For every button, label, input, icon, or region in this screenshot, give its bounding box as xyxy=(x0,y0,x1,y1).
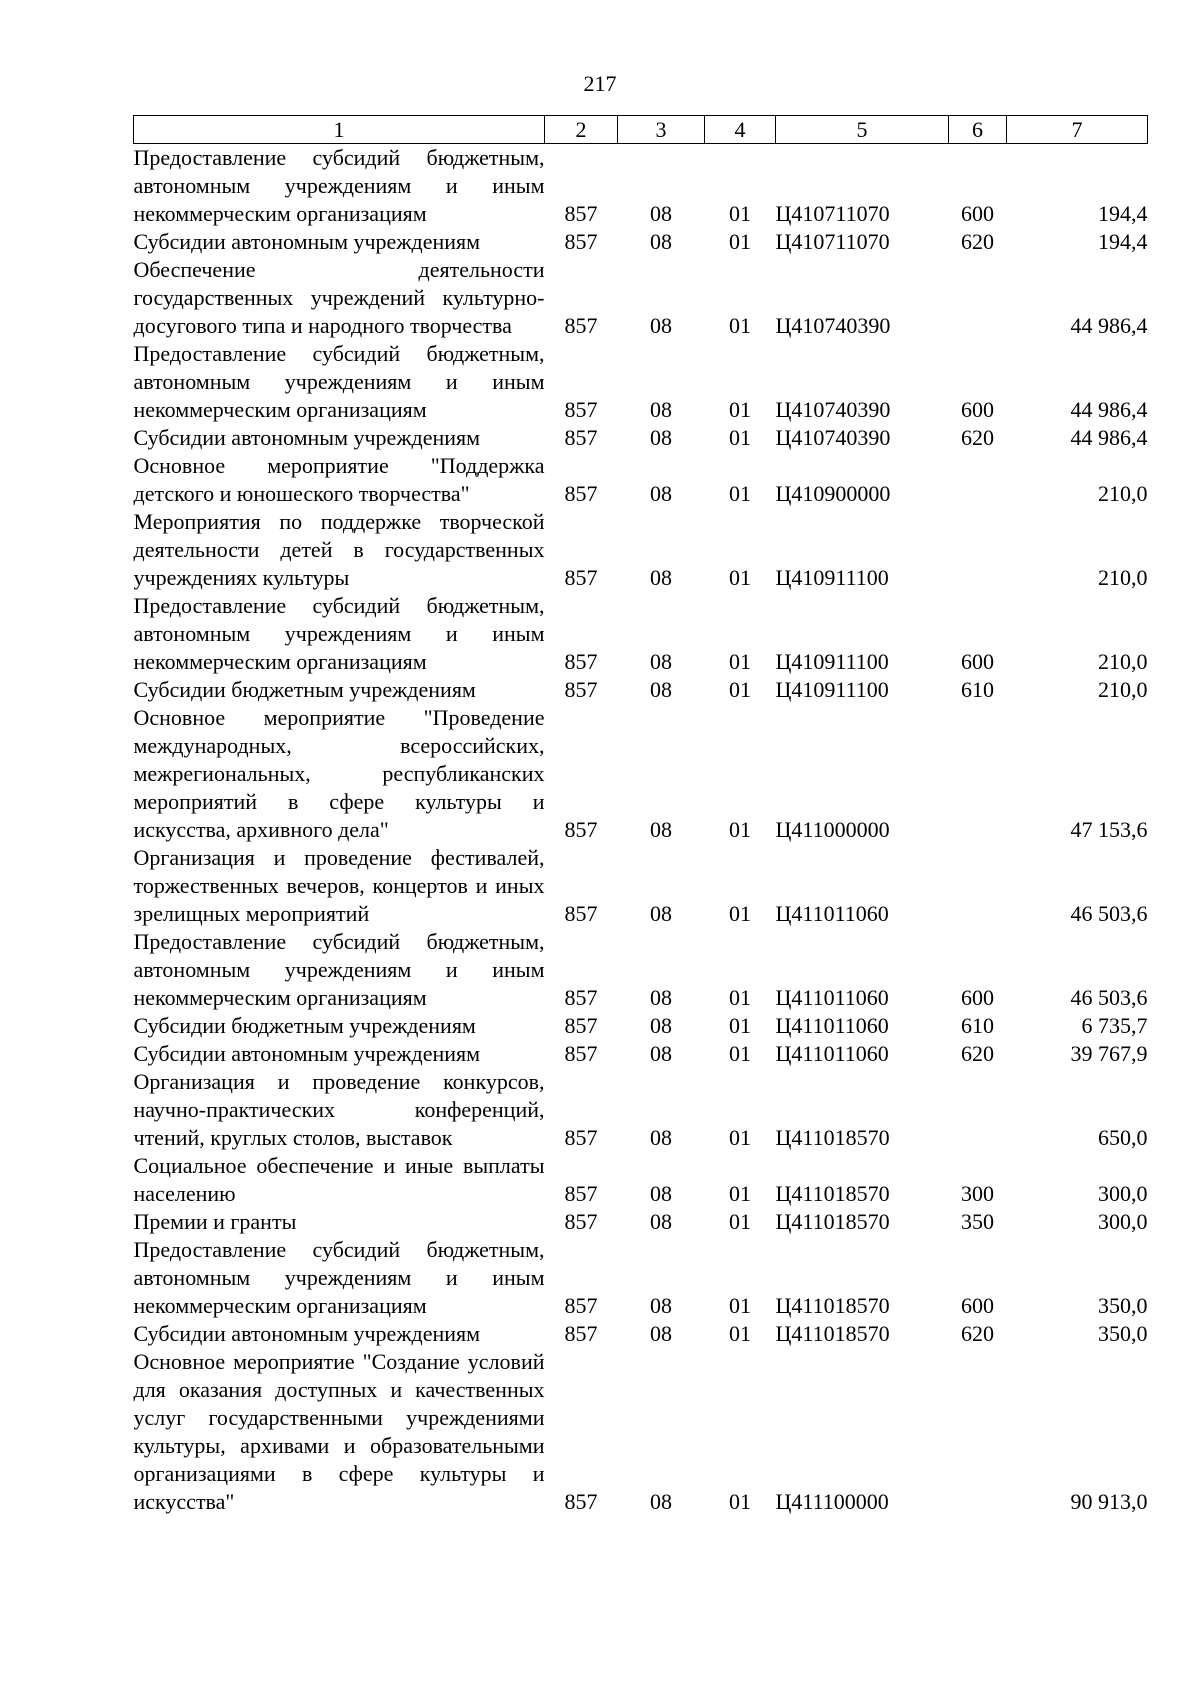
subsection-code: 01 xyxy=(729,677,751,702)
expense-type-code xyxy=(949,452,1007,508)
table-row xyxy=(134,144,1148,229)
subsection-code: 01 xyxy=(729,1209,751,1234)
subsection-code: 01 xyxy=(729,901,751,926)
item-name: Субсидии автономным учреждениям xyxy=(133,1041,481,1066)
subsection-code: 01 xyxy=(729,229,751,254)
subsection-code: 01 xyxy=(729,1013,751,1038)
expense-type-code: 620 xyxy=(961,229,994,254)
table-body xyxy=(134,144,1148,1517)
amount-value: 44 986,4 xyxy=(1070,313,1148,338)
ministry-code: 857 xyxy=(564,1041,598,1066)
item-name: Предоставление субсидий бюджетным, автономным учреждениям и иным некоммерческим организациям xyxy=(133,929,545,1010)
section-code: 08 xyxy=(650,901,672,926)
section-code: 08 xyxy=(650,1041,672,1066)
expense-type-code: 610 xyxy=(961,677,994,702)
ministry-code: 857 xyxy=(564,1209,598,1234)
expense-type-code xyxy=(949,704,1007,844)
item-name: Обеспечение деятельности государственных учреждений культурно-досугового типа и народного творчества xyxy=(133,257,545,338)
item-name: Основное мероприятие "Создание условий для оказания доступных и качественных услуг государственными учреждениями культуры, архивами и образовательными организациями в сфере культуры и искусства" xyxy=(133,1349,545,1514)
table-row xyxy=(134,424,1148,452)
target-article-code: Ц410900000 xyxy=(775,481,891,506)
table-row xyxy=(134,1348,1148,1516)
target-article-code: Ц411011060 xyxy=(775,901,889,926)
page-number: 217 xyxy=(583,71,617,96)
amount-value: 650,0 xyxy=(1098,1125,1148,1150)
section-code: 08 xyxy=(650,481,672,506)
amount-value: 300,0 xyxy=(1098,1209,1148,1234)
ministry-code: 857 xyxy=(564,397,598,422)
section-code: 08 xyxy=(650,677,672,702)
section-code: 08 xyxy=(650,1125,672,1150)
section-code: 08 xyxy=(650,397,672,422)
table-row xyxy=(134,1208,1148,1236)
target-article-code: Ц411011060 xyxy=(775,985,889,1010)
ministry-code: 857 xyxy=(564,425,598,450)
table-row xyxy=(134,676,1148,704)
table-row xyxy=(134,340,1148,424)
section-code: 08 xyxy=(650,1209,672,1234)
table-row xyxy=(134,592,1148,676)
item-name: Субсидии автономным учреждениям xyxy=(133,229,481,254)
column-header-6: 6 xyxy=(949,116,1007,144)
subsection-code: 01 xyxy=(729,985,751,1010)
amount-value: 210,0 xyxy=(1098,565,1148,590)
subsection-code: 01 xyxy=(729,1041,751,1066)
expense-type-code xyxy=(949,256,1007,340)
item-name: Мероприятия по поддержке творческой деятельности детей в государственных учреждениях культуры xyxy=(133,509,545,590)
ministry-code: 857 xyxy=(564,1125,598,1150)
amount-value: 350,0 xyxy=(1098,1321,1148,1346)
amount-value: 194,4 xyxy=(1098,229,1148,254)
section-code: 08 xyxy=(650,313,672,338)
column-header-7: 7 xyxy=(1007,116,1148,144)
expense-type-code: 600 xyxy=(961,397,994,422)
ministry-code: 857 xyxy=(564,985,598,1010)
target-article-code: Ц411018570 xyxy=(775,1209,890,1234)
target-article-code: Ц410911100 xyxy=(775,677,889,702)
subsection-code: 01 xyxy=(729,425,751,450)
amount-value: 210,0 xyxy=(1098,481,1148,506)
table-row xyxy=(134,1152,1148,1208)
ministry-code: 857 xyxy=(564,1181,598,1206)
amount-value: 44 986,4 xyxy=(1070,425,1148,450)
expense-type-code xyxy=(949,1068,1007,1152)
subsection-code: 01 xyxy=(729,397,751,422)
item-name: Предоставление субсидий бюджетным, автономным учреждениям и иным некоммерческим организациям xyxy=(133,341,545,422)
section-code: 08 xyxy=(650,817,672,842)
expense-type-code xyxy=(949,844,1007,928)
table-row xyxy=(134,1320,1148,1348)
table-row xyxy=(134,1040,1148,1068)
table-row xyxy=(134,844,1148,928)
ministry-code: 857 xyxy=(564,901,598,926)
target-article-code: Ц411000000 xyxy=(775,817,890,842)
item-name: Основное мероприятие "Проведение международных, всероссийских, межрегиональных, республиканских мероприятий в сфере культуры и искусства, архивного дела" xyxy=(133,705,545,842)
ministry-code: 857 xyxy=(564,1013,598,1038)
table-row xyxy=(134,452,1148,508)
table-row xyxy=(134,228,1148,256)
section-code: 08 xyxy=(650,1321,672,1346)
subsection-code: 01 xyxy=(729,1181,751,1206)
section-code: 08 xyxy=(650,425,672,450)
table-row xyxy=(134,1236,1148,1320)
table-header-row xyxy=(134,116,1148,144)
amount-value: 194,4 xyxy=(1098,201,1148,226)
subsection-code: 01 xyxy=(729,649,751,674)
table-row xyxy=(134,928,1148,1012)
section-code: 08 xyxy=(650,565,672,590)
subsection-code: 01 xyxy=(729,1489,751,1514)
subsection-code: 01 xyxy=(729,313,751,338)
item-name: Основное мероприятие "Поддержка детского и юношеского творчества" xyxy=(133,453,545,506)
table-row xyxy=(134,508,1148,592)
expense-type-code: 620 xyxy=(961,425,994,450)
target-article-code: Ц411011060 xyxy=(775,1041,889,1066)
section-code: 08 xyxy=(650,985,672,1010)
ministry-code: 857 xyxy=(564,481,598,506)
ministry-code: 857 xyxy=(564,201,598,226)
ministry-code: 857 xyxy=(564,1489,598,1514)
amount-value: 210,0 xyxy=(1098,649,1148,674)
expense-type-code: 600 xyxy=(961,1293,994,1318)
ministry-code: 857 xyxy=(564,1321,598,1346)
column-header-3: 3 xyxy=(618,116,705,144)
ministry-code: 857 xyxy=(564,313,598,338)
item-name: Премии и гранты xyxy=(133,1209,297,1234)
column-header-4: 4 xyxy=(705,116,776,144)
target-article-code: Ц410740390 xyxy=(775,397,891,422)
column-header-5: 5 xyxy=(776,116,949,144)
item-name: Предоставление субсидий бюджетным, автономным учреждениям и иным некоммерческим организациям xyxy=(133,1237,545,1318)
item-name: Субсидии бюджетным учреждениям xyxy=(133,677,476,702)
expense-type-code: 350 xyxy=(961,1209,994,1234)
amount-value: 39 767,9 xyxy=(1070,1041,1148,1066)
target-article-code: Ц410740390 xyxy=(775,313,891,338)
amount-value: 47 153,6 xyxy=(1070,817,1148,842)
subsection-code: 01 xyxy=(729,1125,751,1150)
item-name: Предоставление субсидий бюджетным, автономным учреждениям и иным некоммерческим организациям xyxy=(133,593,545,674)
item-name: Субсидии автономным учреждениям xyxy=(133,425,481,450)
target-article-code: Ц410911100 xyxy=(775,565,889,590)
expense-type-code xyxy=(949,508,1007,592)
amount-value: 46 503,6 xyxy=(1070,985,1148,1010)
section-code: 08 xyxy=(650,201,672,226)
expense-type-code: 620 xyxy=(961,1321,994,1346)
expense-type-code: 620 xyxy=(961,1041,994,1066)
item-name: Социальное обеспечение и иные выплаты населению xyxy=(133,1153,545,1206)
section-code: 08 xyxy=(650,229,672,254)
amount-value: 90 913,0 xyxy=(1070,1489,1148,1514)
target-article-code: Ц411100000 xyxy=(775,1489,889,1514)
amount-value: 46 503,6 xyxy=(1070,901,1148,926)
section-code: 08 xyxy=(650,1293,672,1318)
table-row xyxy=(134,1012,1148,1040)
amount-value: 300,0 xyxy=(1098,1181,1148,1206)
subsection-code: 01 xyxy=(729,1321,751,1346)
table-row xyxy=(134,256,1148,340)
item-name: Субсидии бюджетным учреждениям xyxy=(133,1013,476,1038)
amount-value: 44 986,4 xyxy=(1070,397,1148,422)
ministry-code: 857 xyxy=(564,649,598,674)
item-name: Организация и проведение фестивалей, торжественных вечеров, концертов и иных зрелищных мероприятий xyxy=(133,845,545,926)
expense-type-code: 600 xyxy=(961,985,994,1010)
expense-type-code: 600 xyxy=(961,649,994,674)
ministry-code: 857 xyxy=(564,677,598,702)
section-code: 08 xyxy=(650,1489,672,1514)
item-name: Предоставление субсидий бюджетным, автономным учреждениям и иным некоммерческим организациям xyxy=(133,145,545,226)
item-name: Субсидии автономным учреждениям xyxy=(133,1321,481,1346)
expense-type-code: 610 xyxy=(961,1013,994,1038)
subsection-code: 01 xyxy=(729,817,751,842)
target-article-code: Ц410711070 xyxy=(775,229,890,254)
target-article-code: Ц410911100 xyxy=(775,649,889,674)
expense-type-code: 600 xyxy=(961,201,994,226)
subsection-code: 01 xyxy=(729,481,751,506)
table-row xyxy=(134,704,1148,844)
ministry-code: 857 xyxy=(564,817,598,842)
expense-type-code xyxy=(949,1348,1007,1516)
target-article-code: Ц411011060 xyxy=(775,1013,889,1038)
target-article-code: Ц411018570 xyxy=(775,1321,890,1346)
item-name: Организация и проведение конкурсов, научно-практических конференций, чтений, круглых столов, выставок xyxy=(133,1069,545,1150)
target-article-code: Ц411018570 xyxy=(775,1293,890,1318)
budget-table xyxy=(133,115,1148,1516)
target-article-code: Ц410711070 xyxy=(775,201,890,226)
subsection-code: 01 xyxy=(729,565,751,590)
column-header-1: 1 xyxy=(134,116,545,144)
section-code: 08 xyxy=(650,1013,672,1038)
target-article-code: Ц411018570 xyxy=(775,1125,890,1150)
expense-type-code: 300 xyxy=(961,1181,994,1206)
ministry-code: 857 xyxy=(564,565,598,590)
subsection-code: 01 xyxy=(729,201,751,226)
section-code: 08 xyxy=(650,1181,672,1206)
amount-value: 210,0 xyxy=(1098,677,1148,702)
amount-value: 6 735,7 xyxy=(1081,1013,1148,1038)
ministry-code: 857 xyxy=(564,229,598,254)
column-header-2: 2 xyxy=(545,116,618,144)
target-article-code: Ц410740390 xyxy=(775,425,891,450)
section-code: 08 xyxy=(650,649,672,674)
amount-value: 350,0 xyxy=(1098,1293,1148,1318)
target-article-code: Ц411018570 xyxy=(775,1181,890,1206)
ministry-code: 857 xyxy=(564,1293,598,1318)
table-row xyxy=(134,1068,1148,1152)
subsection-code: 01 xyxy=(729,1293,751,1318)
